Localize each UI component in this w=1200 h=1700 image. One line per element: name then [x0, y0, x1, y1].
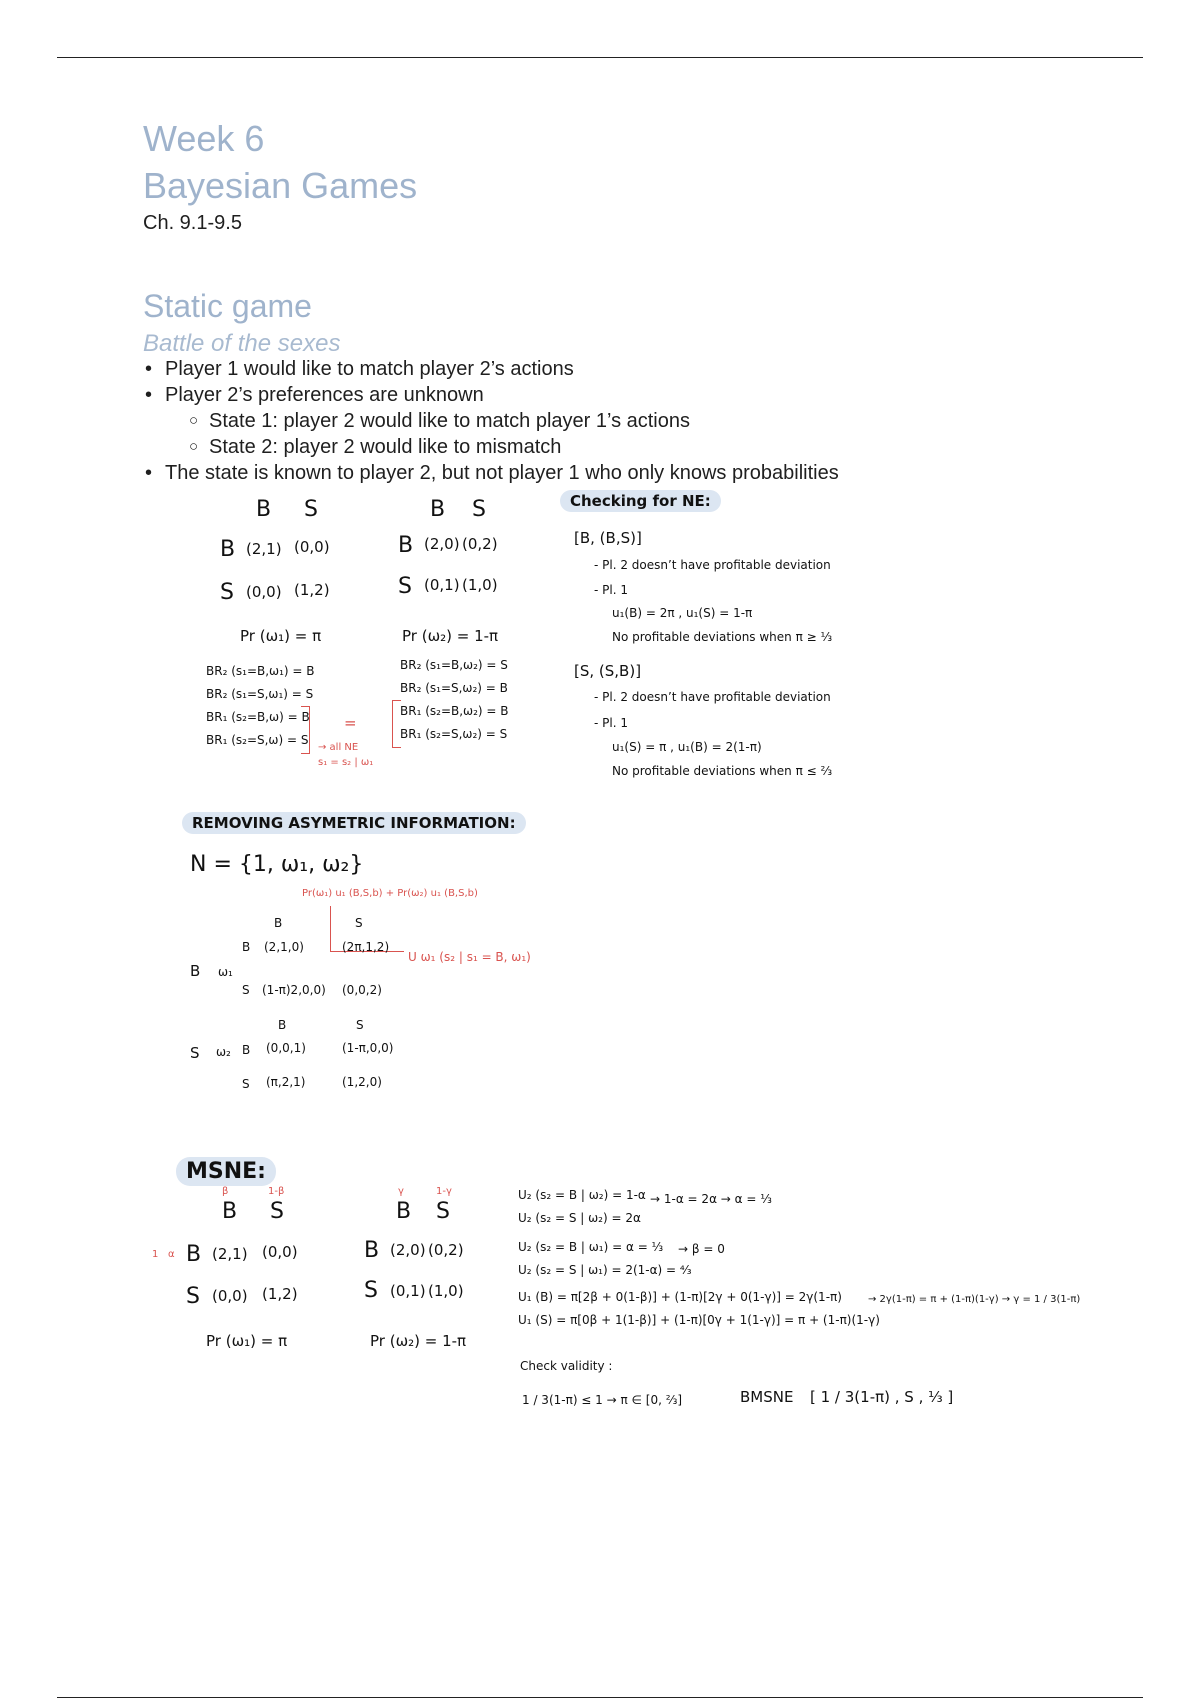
- validity-condition: 1 / 3(1-π) ≤ 1 → π ∈ [0, ⅔]: [522, 1393, 683, 1407]
- equals-sign: =: [344, 714, 357, 732]
- table1-col-b: B: [274, 916, 283, 930]
- msne-matrix1-cell-bb: (2,1): [212, 1245, 248, 1263]
- best-response-line: BR₂ (s₁=B,ω₂) = S: [400, 658, 508, 672]
- equation-line: U₁ (B) = π[2β + 0(1-β)] + (1-π)[2γ + 0(1-γ)] = 2γ(1-π): [518, 1290, 842, 1304]
- msne-matrix1-cell-bs: (0,0): [262, 1243, 298, 1261]
- bullet-item: [143, 382, 839, 460]
- best-response-line: BR₁ (s₂=S,ω₂) = S: [400, 727, 508, 741]
- expected-utility-note: Pr(ω₁) u₁ (B,S,b) + Pr(ω₂) u₁ (B,S,b): [302, 888, 478, 899]
- table2-row-s: S: [242, 1077, 250, 1091]
- matrix2-cell-sb: (0,1): [424, 576, 460, 594]
- left-bracket: [301, 706, 310, 754]
- best-response-line: BR₂ (s₁=B,ω₁) = B: [206, 664, 315, 678]
- matrix2-col-b: B: [430, 497, 446, 522]
- type-omega1: ω₁: [218, 965, 233, 979]
- check-validity-title: Check validity :: [520, 1359, 613, 1373]
- best-response-line: BR₁ (s₂=S,ω) = S: [206, 733, 309, 747]
- check2-condition: No profitable deviations when π ≤ ⅔: [612, 764, 833, 778]
- check1-profile: [B, (B,S)]: [574, 529, 642, 547]
- sub-bullet-item: ○ State 2: player 2 would like to mismatch: [189, 434, 839, 460]
- table1-cell-bb: (2,1,0): [264, 940, 304, 954]
- best-response-line: BR₁ (s₂=B,ω) = B: [206, 710, 310, 724]
- matrix2-col-s: S: [472, 497, 486, 522]
- table1-cell-sb: (1-π)2,0,0): [262, 983, 326, 997]
- matrix2-cell-bs: (0,2): [462, 535, 498, 553]
- beta-prob: β: [222, 1186, 229, 1197]
- check2-player1: - Pl. 1: [594, 716, 628, 730]
- best-response-line: BR₂ (s₁=S,ω₂) = B: [400, 681, 508, 695]
- msne-matrix2-cell-bb: (2,0): [390, 1241, 426, 1259]
- matrix1-cell-bb: (2,1): [246, 540, 282, 558]
- check1-player1: - Pl. 1: [594, 583, 628, 597]
- table1-row-s: S: [242, 983, 250, 997]
- equation-line: U₂ (s₂ = S | ω₁) = 2(1-α) = ⁴⁄₃: [518, 1263, 692, 1277]
- msne-matrix1-row-b: B: [186, 1242, 202, 1267]
- row-prob-alpha: α: [168, 1249, 175, 1260]
- removing-info-title: REMOVING ASYMETRIC INFORMATION:: [182, 812, 526, 834]
- table2-cell-ss: (1,2,0): [342, 1075, 382, 1089]
- red-arrow-line: [330, 906, 331, 952]
- matrix1-row-b: B: [220, 537, 236, 562]
- table2-row-b: B: [242, 1043, 251, 1057]
- table1-row-b: B: [242, 940, 251, 954]
- check2-profile: [S, (S,B)]: [574, 662, 642, 680]
- one-minus-beta-prob: 1-β: [268, 1186, 285, 1197]
- table2-cell-bb: (0,0,1): [266, 1041, 306, 1055]
- msne-matrix2-row-s: S: [364, 1278, 378, 1303]
- row-prob-one: 1: [152, 1249, 159, 1260]
- matrix1-cell-bs: (0,0): [294, 538, 330, 556]
- table1-cell-ss: (0,0,2): [342, 983, 382, 997]
- msne-matrix1-col-s: S: [270, 1199, 284, 1224]
- equation-result: → 2γ(1-π) = π + (1-π)(1-γ) → γ = 1 / 3(1-π): [868, 1294, 1081, 1305]
- top-rule: [57, 57, 1143, 58]
- msne-matrix2-cell-ss: (1,0): [428, 1282, 464, 1300]
- msne-matrix2-row-b: B: [364, 1238, 380, 1263]
- bottom-rule: [57, 1697, 1143, 1698]
- equation-result: → β = 0: [678, 1242, 725, 1256]
- player-set: N = {1, ω₁, ω₂}: [190, 852, 364, 877]
- msne-matrix2-probability: Pr (ω₂) = 1-π: [370, 1332, 467, 1350]
- checking-ne-title: Checking for NE:: [560, 490, 721, 512]
- matrix2-row-b: B: [398, 533, 414, 558]
- table1-cell-bs: (2π,1,2): [342, 940, 390, 954]
- gamma-prob: γ: [398, 1186, 404, 1197]
- outer-row-b: B: [190, 962, 201, 980]
- msne-matrix1-col-b: B: [222, 1199, 238, 1224]
- table2-col-s: S: [356, 1018, 364, 1032]
- matrix1-col-b: B: [256, 497, 272, 522]
- matrix2-cell-ss: (1,0): [462, 576, 498, 594]
- page-title: Bayesian Games: [143, 165, 418, 206]
- msne-matrix1-cell-ss: (1,2): [262, 1285, 298, 1303]
- right-bracket: [392, 700, 401, 748]
- outer-row-s: S: [190, 1044, 200, 1062]
- table2-cell-bs: (1-π,0,0): [342, 1041, 394, 1055]
- msne-matrix1-probability: Pr (ω₁) = π: [206, 1332, 288, 1350]
- check1-utilities: u₁(B) = 2π , u₁(S) = 1-π: [612, 606, 753, 620]
- matrix1-col-s: S: [304, 497, 318, 522]
- chapter-reference: Ch. 9.1-9.5: [143, 212, 242, 234]
- best-response-line: BR₂ (s₁=S,ω₁) = S: [206, 687, 314, 701]
- bullet-list: [143, 356, 839, 486]
- table2-cell-sb: (π,2,1): [266, 1075, 306, 1089]
- best-response-line: BR₁ (s₂=B,ω₂) = B: [400, 704, 509, 718]
- equation-line: U₁ (S) = π[0β + 1(1-β)] + (1-π)[0γ + 1(1-γ)] = π + (1-π)(1-γ): [518, 1313, 880, 1327]
- matrix1-probability: Pr (ω₁) = π: [240, 627, 322, 645]
- type-omega2: ω₂: [216, 1045, 231, 1059]
- msne-matrix1-row-s: S: [186, 1284, 200, 1309]
- msne-matrix2-cell-bs: (0,2): [428, 1241, 464, 1259]
- week-title: Week 6: [143, 118, 265, 159]
- check2-utilities: u₁(S) = π , u₁(B) = 2(1-π): [612, 740, 762, 754]
- check1-condition: No profitable deviations when π ≥ ⅓: [612, 630, 833, 644]
- msne-title: MSNE:: [176, 1157, 276, 1186]
- msne-matrix2-col-s: S: [436, 1199, 450, 1224]
- matrix1-row-s: S: [220, 580, 234, 605]
- check2-player2: - Pl. 2 doesn’t have profitable deviation: [594, 690, 831, 704]
- table2-col-b: B: [278, 1018, 287, 1032]
- equation-line: U₂ (s₂ = B | ω₁) = α = ⅓: [518, 1240, 664, 1254]
- one-minus-gamma-prob: 1-γ: [436, 1186, 452, 1197]
- bmsne-value: [ 1 / 3(1-π) , S , ⅓ ]: [810, 1388, 954, 1406]
- check1-player2: - Pl. 2 doesn’t have profitable deviation: [594, 558, 831, 572]
- equation-result: → 1-α = 2α → α = ⅓: [650, 1192, 772, 1206]
- matrix2-row-s: S: [398, 574, 412, 599]
- equation-line: U₂ (s₂ = B | ω₂) = 1-α: [518, 1188, 646, 1202]
- matrix2-probability: Pr (ω₂) = 1-π: [402, 627, 499, 645]
- matrix2-cell-bb: (2,0): [424, 535, 460, 553]
- table1-col-s: S: [355, 916, 363, 930]
- sub-bullet-list: [165, 408, 839, 460]
- bullet-item: • Player 1 would like to match player 2’s actions: [143, 356, 839, 382]
- utility-note: U ω₁ (s₂ | s₁ = B, ω₁): [408, 950, 531, 964]
- bullet-item: • The state is known to player 2, but not player 1 who only knows probabilities: [143, 460, 839, 486]
- msne-matrix2-col-b: B: [396, 1199, 412, 1224]
- section-subtitle: Battle of the sexes: [143, 330, 341, 357]
- matrix1-cell-ss: (1,2): [294, 581, 330, 599]
- ne-note: → all NE: [318, 742, 359, 753]
- equation-line: U₂ (s₂ = S | ω₂) = 2α: [518, 1211, 641, 1225]
- sub-bullet-item: ○ State 1: player 2 would like to match player 1’s actions: [189, 408, 839, 434]
- matrix1-cell-sb: (0,0): [246, 583, 282, 601]
- msne-matrix2-cell-sb: (0,1): [390, 1282, 426, 1300]
- ne-note-condition: s₁ = s₂ | ω₁: [318, 757, 374, 768]
- msne-matrix1-cell-sb: (0,0): [212, 1287, 248, 1305]
- bmsne-label: BMSNE: [740, 1388, 794, 1406]
- bullet-text: Player 2’s preferences are unknown: [165, 384, 484, 406]
- section-title: Static game: [143, 288, 312, 324]
